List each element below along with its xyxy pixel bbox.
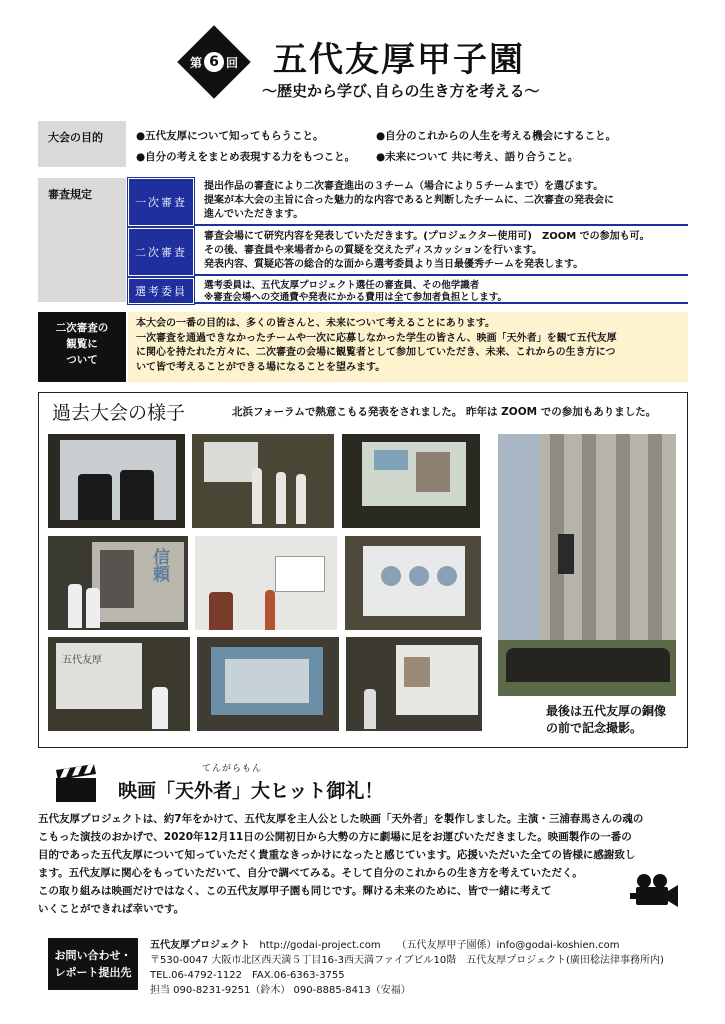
past-tournaments-title: 過去大会の様子 (52, 402, 186, 424)
viewing-line: 本大会の一番の目的は、多くの皆さんと、未来について考えることにあります。 (136, 318, 495, 329)
event-photo (192, 434, 334, 528)
stage-line: 選考委員は、五代友厚プロジェクト選任の審査員、その他学識者 (204, 280, 480, 291)
contact-label-line: お問い合わせ・ (54, 949, 132, 962)
edition-badge (180, 51, 248, 73)
movie-line: いくことができれば幸いです。 (38, 903, 185, 915)
slide-word: 信頼 (149, 548, 169, 582)
contact-info (150, 938, 664, 998)
badge-prefix: 第 (189, 55, 202, 70)
movie-title: 映画「天外者」大ヒット御礼！ (118, 780, 384, 802)
event-photo (48, 434, 185, 528)
movie-line: ます。五代友厚に関心をもっていただいて、自分で調べてみる。そして自分のこれからの生き方を考えていただく。 (38, 867, 583, 879)
contact-email[interactable]: （五代友厚甲子園係）info@godai-koshien.com (396, 940, 620, 951)
stage-line: 提案が本大会の主旨に合った魅力的な内容であると判断したチームに、二次審査の発表会に (204, 195, 614, 206)
contact-label (48, 938, 138, 990)
clapperboard-icon (54, 764, 98, 804)
movie-title-ruby: てんがらもん (202, 764, 263, 774)
stage-selection-committee (128, 278, 688, 304)
contact-persons: 担当 090-8231-9251（鈴木） 090-8885-8413（安福） (150, 985, 411, 996)
viewing-description (128, 312, 688, 382)
purpose-item: ●五代友厚について知ってもらうこと。 (136, 130, 324, 142)
slide-title: 五代友厚 (62, 655, 102, 666)
page-subtitle: 〜歴史から学び､自らの生き方を考える〜 (262, 82, 540, 100)
event-photo (48, 536, 188, 630)
viewing-label (38, 312, 126, 382)
stage-tag: 選考委員 (128, 278, 194, 304)
purpose-item: ●未来について 共に考え、語り合うこと。 (376, 151, 579, 163)
movie-line: 目的であった五代友厚について知っていただく貴重なきっかけになったと感じています。応援いただいた全ての皆様に感謝致し (38, 849, 636, 861)
badge-suffix: 回 (226, 55, 239, 70)
contact-org-line (150, 938, 664, 953)
viewing-line: 一次審査を通過できなかったチームや一次に応募しなかった学生の皆さん、映画「天外者」を観て五代友厚 (136, 332, 617, 344)
viewing-line: に関心を持たれた方々に、二次審査の会場に観覧者として参加していただき、未来、これからの生き方につ (136, 347, 616, 358)
stage-tag: 二次審査 (128, 228, 194, 276)
stage-first-review (128, 178, 688, 226)
building-group-photo (498, 434, 676, 696)
stage-line: ※審査会場への交通費や発表にかかる費用は全て参加者負担とします。 (204, 291, 507, 303)
event-photo (197, 637, 339, 731)
purpose-label: 大会の目的 (38, 121, 126, 167)
event-photo (345, 536, 481, 630)
page-title: 五代友厚甲子園 (273, 40, 525, 80)
building-photo-caption (546, 703, 666, 737)
stage-tag: 一次審査 (128, 178, 194, 226)
event-photo (346, 637, 482, 731)
contact-tel-fax: TEL.06-4792-1122 FAX.06-6363-3755 (150, 970, 345, 981)
caption-line: の前で記念撮影。 (546, 721, 643, 735)
stage-line: 提出作品の審査により二次審査進出の３チーム（場合により５チームまで）を選びます。 (204, 181, 604, 192)
stage-description (194, 228, 688, 276)
stage-line: 審査会場にて研究内容を発表していただきます。(プロジェクター使用可) ZOOM での参加も可。 (204, 231, 650, 242)
movie-line: この取り組みは映画だけではなく、この五代友厚甲子園も同じです。輝ける未来のために、皆で一緒に考えて (38, 885, 552, 897)
stage-second-review (128, 228, 688, 276)
project-url[interactable]: http://godai-project.com (259, 940, 381, 951)
purpose-list (136, 128, 696, 164)
movie-line: こもった演技のおかげで、2020年12月11日の公開初日から大勢の方に劇場に足をお運びいただきました。映画製作の一番の (38, 831, 632, 843)
org-name: 五代友厚プロジェクト (150, 940, 250, 951)
contact-label-line: レポート提出先 (54, 966, 132, 979)
stage-line: 進んでいただきます。 (204, 209, 304, 220)
movie-description (38, 810, 690, 918)
event-photo (48, 637, 190, 731)
viewing-line: いて皆で考えることができる場になることを望みます。 (136, 361, 386, 373)
viewing-label-line: 観覧に (66, 338, 98, 350)
stage-description (194, 178, 688, 226)
review-rules-label: 審査規定 (38, 178, 126, 302)
movie-line: 五代友厚プロジェクトは、約7年をかけて、五代友厚を主人公とした映画「天外者」を製作しました。主演・三浦春馬さんの魂の (38, 813, 644, 825)
stage-line: その後、審査員や来場者からの質疑を交えたディスカッションを行います。 (204, 245, 543, 256)
stage-description (194, 278, 688, 304)
badge-number: 6 (204, 52, 224, 72)
event-photo (195, 536, 337, 630)
viewing-label-line: 二次審査の (55, 322, 109, 334)
event-photo (342, 434, 480, 528)
caption-line: 最後は五代友厚の銅像 (546, 704, 667, 718)
viewing-label-line: ついて (66, 354, 98, 366)
purpose-item: ●自分の考えをまとめ表現する力をもつこと。 (136, 151, 356, 163)
movie-camera-icon (628, 873, 678, 913)
stage-line: 発表内容、質疑応答の総合的な面から選考委員より当日最優秀チームを発表します。 (204, 259, 584, 270)
purpose-item: ●自分のこれからの人生を考える機会にすること。 (376, 130, 617, 142)
contact-address: 〒530-0047 大阪市北区西天満５丁目16-3西天満ファイブビル10階 五代友厚プロジェクト(廣田稔法律事務所内) (150, 955, 664, 966)
past-tournaments-caption: 北浜フォーラムで熱意こもる発表をされました。 昨年は ZOOM での参加もありました。 (232, 406, 657, 418)
